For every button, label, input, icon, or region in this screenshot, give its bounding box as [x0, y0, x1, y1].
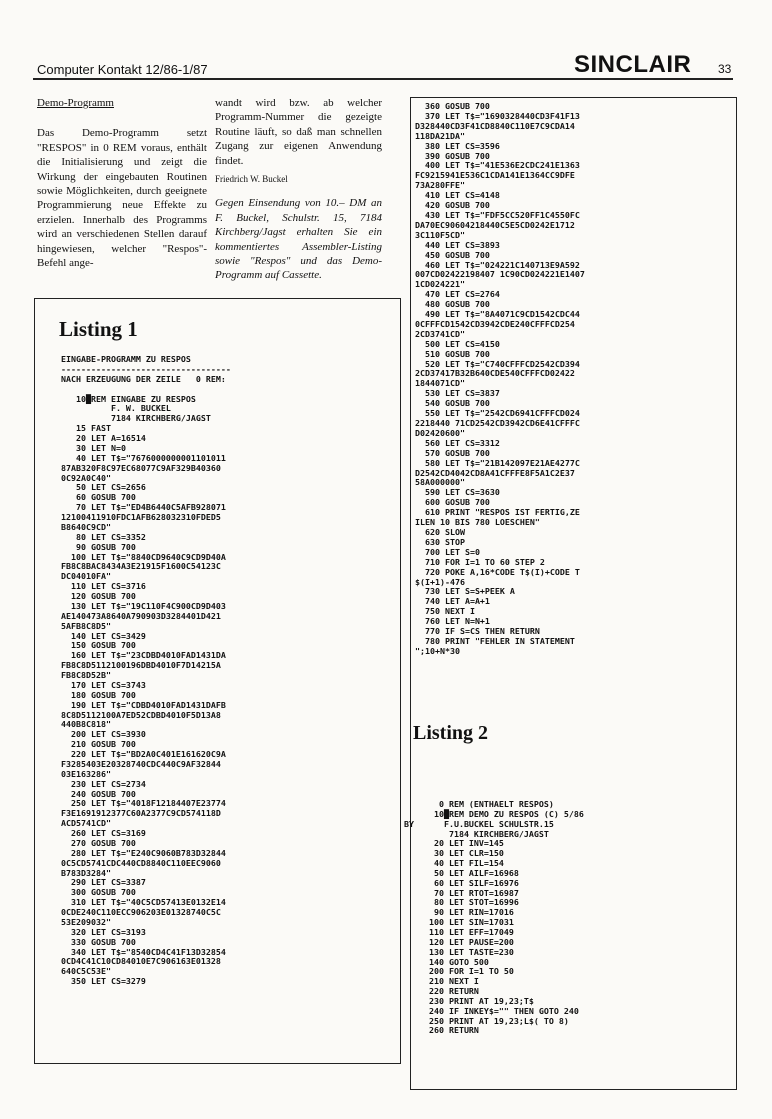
listing-1-code: EINGABE-PROGRAMM ZU RESPOS ---------------------------------- NACH ERZEUGUNG DER ZEILE 0 REM: 10█REM EINGABE ZU RESPOS F. W. BUCKEL 7184 KIRCHBERG/JAGST 15 FAST 20 LET A=16514 30 LET N=0 40 LET T$="7676000000001101011 87AB320F8C97EC68077C9AF329B40360 0C92A0C40" 50 LET CS=2656 60 GOSUB 700 70 LET T$="ED4B6440C5AFB928071 12100411910FDC1AFB628032310FDED5 B8640C9CD" 80 LET CS=3352 90 GOSUB 700 100 LET T$="8840CD9640C9CD9D40A FB8C8BAC8434A3E21915F1600C54123C DC04010FA" 110 LET CS=3716 120 GOSUB 700 130 LET T$="19C110F4C900CD9D403 AE140473A8640A790903D3284401D421 5AFB8C8D5" 140 LET CS=3429 150 GOSUB 700 160 LET T$="23CDBD4010FAD1431DA FB8C8D5112100196DBD4010F7D14215A FB8C8D52B" 170 LET CS=3743 180 GOSUB 700 190 LET T$="CDBD4010FAD1431DAFB 8C8D5112100A7ED52CDBD4010F5D13A8 440B8C818" 200 LET CS=3930 210 GOSUB 700 220 LET T$="BD2A0C401E161620C9A F3285403E20328740CDC440C9AF32844 03E163286" 230 LET CS=2734 240 GOSUB 700 250 LET T$="4018F12184407E23774 F3E1691912377C60A2377C9CD574118D ACD5741CD" 260 LET CS=3169 270 GOSUB 700 280 LET T$="E240C9060B783D32844 0C5CD5741CDC440CD8840C110EEC9060 B783D3284" 290 LET CS=3387 300 GOSUB 700 310 LET T$="40C5CD57413E0132E14 0CDE240C110ECC906203E01328740C5C 53E209032" 320 LET CS=3193 330 GOSUB 700 340 LET T$="8540CD4C41F13D32854 0CD4C41C10CD84010E7C906163E01328 640C5C53E" 350 LET CS=3279: [61, 354, 231, 987]
section-title: SINCLAIR: [574, 51, 692, 78]
header-rule: [33, 78, 733, 80]
listing-1-box: [34, 298, 401, 1064]
article-text-1: Das Demo-Programm setzt "RESPOS" in 0 REM voraus, enthält die Initialisierung und zeigt die Wirkung der eingebauten Routinen sowie Möglichkeiten, durch geeignete Programmierung neue Effekte zu erzielen. Innerhalb des Programms wird an verschiedenen Stellen darauf hingewiesen, welcher "Respos"-Befehl ange-: [37, 127, 207, 270]
listing-1-code-continued: 360 GOSUB 700 370 LET T$="1690328440CD3F41F13 D328440CD3F41CD8840C110E7C9CDA14 118DA21DA" 380 LET CS=3596 390 GOSUB 700 400 LET T$="41E536E2CDC241E1363 FC9215941E536C1CDA141E1364CC9DFE 73A280FFE" 410 LET CS=4148 420 GOSUB 700 430 LET T$="FDF5CC520FF1C4550FC DA70EC90604218440C5E5CD0242E1712 3C110F5CD" 440 LET CS=3893 450 GOSUB 700 460 LET T$="024221C140713E9A592 007CD02422198407 1C90CD024221E1407 1CD024221" 470 LET CS=2764 480 GOSUB 700 490 LET T$="8A4071C9CD1542CDC44 0CFFFCD1542CD3942CDE240CFFFCD254 2CD3741CD" 500 LET CS=4150 510 GOSUB 700 520 LET T$="C740CFFFCD2542CD394 2CD37417B32B640CDE540CFFFCD02422 1844071CD" 530 LET CS=3837 540 GOSUB 700 550 LET T$="2542CD6941CFFFCD024 2218440 71CD2542CD3942CD6E41CFFFC D02420600" 560 LET CS=3312 570 GOSUB 700 580 LET T$="21B142097E21AE4277C D2542CD4042CD8A41CFFFE8F5A1C2E37 58A000000" 590 LET CS=3630 600 GOSUB 700 610 PRINT "RESPOS IST FERTIG,ZE ILEN 10 BIS 780 LOESCHEN" 620 SLOW 630 STOP 700 LET S=0 710 FOR I=1 TO 60 STEP 2 720 POKE A,16*CODE T$(I)+CODE T $(I+1)-476 730 LET S=S+PEEK A 740 LET A=A+1 750 NEXT I 760 LET N=N+1 770 IF S=CS THEN RETURN 780 PRINT "FEHLER IN STATEMENT ";10+N*30: [415, 101, 585, 656]
article-note: Gegen Einsendung von 10.– DM an F. Buckel, Schulstr. 15, 7184 Kirchberg/Jagst erhalten Sie ein kommentiertes Assembler-Listing sowie "Respos" und das Demo-Programm auf Cassette.: [215, 197, 382, 282]
listing-2-title: Listing 2: [413, 722, 489, 744]
article-heading: Demo-Programm: [37, 97, 114, 109]
magazine-issue: Computer Kontakt 12/86-1/87: [37, 62, 208, 77]
article-column-2: [215, 96, 382, 283]
article-column-1: [37, 96, 207, 270]
listing-1-continuation-box: [404, 97, 737, 1090]
page-number: 33: [718, 62, 732, 76]
article-text-2: wandt wird bzw. ab welcher Programm-Nummer die gezeigte Routine läuft, so daß man schnellen Zugang zur eigenen Anwendung findet.: [215, 97, 382, 167]
listing-1-title: Listing 1: [59, 317, 138, 341]
listing-2-code: 0 REM (ENTHAELT RESPOS) 10█REM DEMO ZU RESPOS (C) 5/86 BY F.U.BUCKEL SCHULSTR.15 7184 KIRCHBERG/JAGST 20 LET INV=145 30 LET CLR=150 40 LET FIL=154 50 LET AILF=16968 60 LET SILF=16976 70 LET RTOT=16987 80 LET STOT=16996 90 LET RIN=17016 100 LET SIN=17031 110 LET EFF=17049 120 LET PAUSE=200 130 LET TASTE=230 140 GOTO 500 200 FOR I=1 TO 50 210 NEXT I 220 RETURN 230 PRINT AT 19,23;T$ 240 IF INKEY$="" THEN GOTO 240 250 PRINT AT 19,23;L$( TO 8) 260 RETURN: [404, 799, 584, 1036]
article-author: Friedrich W. Buckel: [215, 174, 288, 185]
